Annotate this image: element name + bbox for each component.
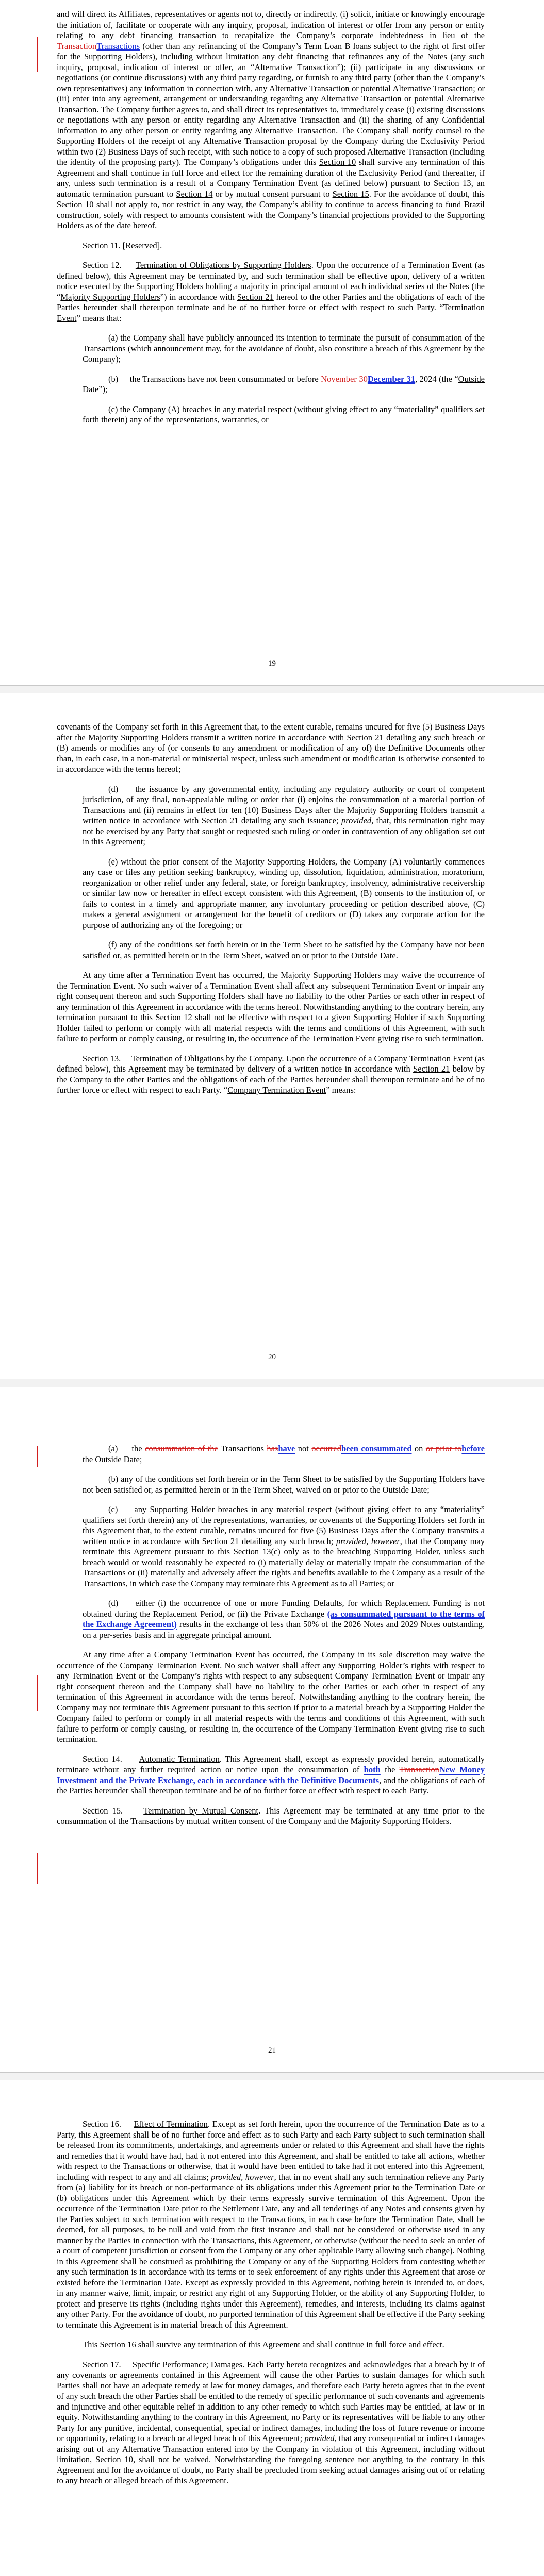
waiver-paragraph: At any time after a Termination Event has occurred, the Majority Supporting Holders may waive the occurrence of the Termination Event. No such waiver of a Termination Event shall affect any subsequent Termination Event or impair any right consequent thereon and such Supporting Holders shall have no liability to the other Parties or each other in respect of any termination of this Agreement in accordance with the terms hereof. Notwithstanding anything to the contrary herein, any termination pursuant to this Section 12 shall not be effective with respect to a given Supporting Holder if such Supporting Holder failed to perform or comply with all material respects with the terms and conditions of this Agreement, with such failure to perform or comply causing, or resulting in, the occurrence of the Termination Event giving rise to such termination. <box>57 970 485 1043</box>
clause-12d: (d) the issuance by any governmental entity, including any regulatory authority or court of competent jurisdiction, of any final, non-appealable ruling or order that (i) enjoins the consummation of a material portion of Transactions and (ii) remains in effect for ten (10) Business Days after the Majority Supporting Holders transmit a written notice in accordance with Section 21 detailing any such issuance; provided, that, this termination right may not be exercised by any Party that sought or requested such ruling or order in contravention of any obligation set out in this Agreement; <box>83 784 485 846</box>
clause-12c-cont: covenants of the Company set forth in this Agreement that, to the extent curable, remains uncured for five (5) Business Days after the Majority Supporting Holders transmit a written notice in accordance with Section 21 detailing any such breach or (B) amends or modifies any of (or consents to any amendment or modification of any of) the Definitive Documents other than, in each case, in a non-material or ministerial respect, unless such amendment or modification is otherwise consented to in accordance with the terms hereof; <box>57 722 485 774</box>
document-page-22 <box>0 2080 544 2576</box>
clause-13d: (d) either (i) the occurrence of one or more Funding Defaults, for which Replacement Funding is not obtained during the Replacement Period, or (ii) the Private Exchange (as consummated pursuant to the terms of the Exchange Agreement) results in the exchange of less than 50% of the 2026 Notes and 2029 Notes outstanding, on a per-series basis and in aggregate principal amount. <box>83 1598 485 1640</box>
clause-12a: (a) the Company shall have publicly announced its intention to terminate the pursuit of consummation of the Transactions (which announcement may, for the avoidance of doubt, also constitute a breach of this Agreement by the Company); <box>83 333 485 364</box>
clause-12e: (e) without the prior consent of the Majority Supporting Holders, the Company (A) voluntarily commences any case or files any petition seeking bankruptcy, winding up, dissolution, liquidation, administration, moratorium, reorganization or other relief under any federal, state, or foreign bankruptcy, insolvency, administrative receivership or similar law now or hereafter in effect except consistent with this Agreement, (B) consents to the institution of, or fails to contest in a timely and appropriate manner, any involuntary proceeding or petition described above, (C) makes a general assignment or arrangement for the benefit of creditors or (D) takes any corporate action for the purpose of authorizing any of the foregoing; or <box>83 856 485 930</box>
page-number: 19 <box>268 659 276 668</box>
clause-12f: (f) any of the conditions set forth herein or in the Term Sheet to be satisfied by the Company have not been satisfied or, as permitted herein or in the Term Sheet, waived on or prior to the Outside Date. <box>83 940 485 960</box>
page-21-body <box>57 1444 485 1836</box>
section-16-survival: This Section 16 shall survive any termination of this Agreement and shall continue in full force and effect. <box>83 2340 444 2349</box>
section-12-paragraph: Section 12. Termination of Obligations by Supporting Holders. Upon the occurrence of a Termination Event (as defined below), this Agreement may be terminated by, and such termination shall be effective upon, delivery of a written notice executed by the Supporting Holders holding a majority in principal amount of each individual series of the Notes (the “Majority Supporting Holders”) in accordance with Section 21 hereof to the other Parties and the obligations of each of the Parties hereunder shall thereupon terminate and be of no further force or effect with respect to such Party. “Termination Event” means that: <box>57 260 485 323</box>
change-bar <box>37 1853 38 1884</box>
document-page-20 <box>0 693 544 1379</box>
clause-13a: (a) the consummation of the Transactions hashave not occurredbeen consummated on or prior tobefore the Outside Date; <box>83 1444 485 1464</box>
change-bar <box>37 37 38 72</box>
change-bar <box>37 1675 38 1711</box>
section-11-heading: Section 11. [Reserved]. <box>83 240 162 250</box>
section-14-paragraph: Section 14. Automatic Termination. This Agreement shall, except as expressly provided herein, automatically terminate without any further required action or notice upon the consummation of both the TransactionNew Money Investment and the Private Exchange, each in accordance with the Definitive Documents, and the obligations of each of the Parties hereunder shall thereupon terminate and be of no further force or effect with respect to each Party. <box>57 1754 485 1795</box>
page-number: 20 <box>268 1353 276 1361</box>
inserted-text: Transactions <box>96 41 140 51</box>
document-page-21 <box>0 1387 544 2072</box>
deleted-text: Transaction <box>57 41 97 51</box>
section-15-paragraph: Section 15. Termination by Mutual Consent. This Agreement may be terminated at any time prior to the consummation of the Transactions by mutual written consent of the Company and the Majority Supporting Holders. <box>57 1805 485 1826</box>
page-number: 21 <box>268 2046 276 2055</box>
document-page-19 <box>0 0 544 685</box>
section-10-paragraph: and will direct its Affiliates, representatives or agents not to, directly or indirectly, (i) solicit, initiate or knowingly encourage the initiation of, facilitate or cooperate with any inquiry, proposal, indication of interest or offer from any person or entity relating to any debt financing transaction to recapitalize the Company’s corporate indebtedness in lieu of the TransactionTransactions (other than any refinancing of the Company’s Term Loan B loans subject to the right of first offer for the Supporting Holders), including without limitation any debt financing that refinances any of the Notes (any such inquiry, proposal, indication of interest or offer, an “Alternative Transaction”); (ii) participate in any discussions or negotiations (or continue discussions) with any third party regarding, or furnish to any third party (other than the Company’s own representatives) any information in connection with, any Alternative Transaction or potential Alternative Transaction; or (iii) enter into any agreement, arrangement or understanding regarding any Alternative Transaction or potential Alternative Transaction. The Company further agrees to, and shall direct its representatives to, immediately cease (i) existing discussions or negotiations with any person or entity regarding any Alternative Transaction and (ii) the sharing of any Confidential Information to any other person or entity regarding any Alternative Transaction. The Company shall notify counsel to the Supporting Holders of the receipt of any Alternative Transaction proposal by the Company during the Exclusivity Period within two (2) Business Days of such receipt, with such notice to a copy of such proposed Alternative Transaction (including the identity of the proposing party). The Company’s obligations under this Section 10 shall survive any termination of this Agreement and shall continue in full force and effect for the remaining duration of the Exclusivity Period (and thereafter, if any, unless such termination is a result of a Company Termination Event (as defined below) pursuant to Section 13, an automatic termination pursuant to Section 14 or by mutual consent pursuant to Section 15. For the avoidance of doubt, this Section 10 shall not apply to, nor restrict in any way, the Company’s ability to continue to access financing to fund Brazil construction, solely with respect to amounts consistent with the Company’s financial projections provided to the Supporting Holders as of the date hereof. <box>57 9 485 230</box>
section-13-paragraph: Section 13. Termination of Obligations by the Company. Upon the occurrence of a Company Termination Event (as defined below), this Agreement may be terminated by delivery of a written notice in accordance with Section 21 below by the Company to the other Parties and the obligations of each of the Parties hereunder shall thereupon terminate and be of no further force or effect with respect to each Party. “Company Termination Event” means: <box>57 1053 485 1095</box>
page-20-body <box>57 722 485 1105</box>
company-waiver-paragraph: At any time after a Company Termination Event has occurred, the Company in its sole discretion may waive the occurrence of the Company Termination Event. No such waiver shall affect any Supporting Holder’s rights with respect to any Termination Event or the Company’s rights with respect to any subsequent Company Termination Event or impair any right consequent thereon and the Company shall have no liability to the other Parties or each other in respect of any termination of this Agreement in accordance with the terms hereof. Notwithstanding anything to the contrary herein, the Company may not terminate this Agreement pursuant to this section if prior to a material breach by a Supporting Holder the Company failed to perform or comply in all material respects with the terms and conditions of this Agreement, with such failure to perform or comply causing, or resulting in, the occurrence of the Company Termination Event giving rise to such termination. <box>57 1650 485 1744</box>
clause-13b: (b) any of the conditions set forth herein or in the Term Sheet to be satisfied by the Supporting Holders have not been satisfied or, as permitted herein or in the Term Sheet, waived on or prior to the Outside Date; <box>83 1474 485 1495</box>
section-16-paragraph: Section 16. Effect of Termination. Except as set forth herein, upon the occurrence of the Termination Date as to a Party, this Agreement shall be of no further force and effect as to such Party and each Party subject to such termination shall be released from its commitments, undertakings, and agreements under or related to this Agreement and shall have the rights and remedies that it would have had, had it not entered into this Agreement, and shall be entitled to take all actions, whether with respect to the Transactions or otherwise, that it would have been entitled to take had it not entered into this Agreement, including with respect to any and all claims; provided, however, that in no event shall any such termination relieve any Party from (a) liability for its breach or non-performance of its obligations under this Agreement prior to the Termination Date or (b) obligations under this Agreement which by their terms expressly survive termination of this Agreement. Upon the occurrence of the Termination Date prior to the Settlement Date, any and all tenderings of any Notes and consents given by the Parties subject to such termination with respect to the Transactions, in each case before the Termination Date, shall be deemed, for all purposes, to be null and void from the first instance and shall not be considered or otherwise used in any manner by the Parties in connection with the Transactions, this Agreement, or otherwise (without the need to seek an order of a court of competent jurisdiction or consent from the Company or any other applicable Party allowing such change). Nothing in this Agreement shall be construed as prohibiting the Company or any of the Supporting Holders from contesting whether any such termination is in accordance with its terms or to seek enforcement of any rights under this Agreement that arose or existed before the Termination Date. Except as expressly provided in this Agreement, nothing herein is intended to, or does, in any manner waive, limit, impair, or restrict any right of any Supporting Holder, or the ability of any Supporting Holder, to protect and preserve its rights (including rights under this Agreement), remedies, and interests, including its claims against any other Party. For the avoidance of doubt, no purported termination of this Agreement shall be effective if the Party seeking to terminate this Agreement is in material breach of this Agreement. <box>57 2119 485 2330</box>
clause-13c: (c) any Supporting Holder breaches in any material respect (without giving effect to any “materiality” qualifiers set forth therein) any of the representations, warranties, or covenants of the Supporting Holders set forth in this Agreement that, to the extent curable, remains uncured for five (5) Business Days after the Company transmits a written notice in accordance with Section 21 detailing any such breach; provided, however, that the Company may terminate this Agreement pursuant to this Section 13(c) only as to the breaching Supporting Holder, unless such breach would or would reasonably be expected to (i) materially delay or materially impair the consummation of the Transactions or (ii) materially and adversely affect the rights and benefits available to the Company as a result of the Transactions, in which case the Company may terminate this Agreement as to all Parties; or <box>83 1504 485 1588</box>
page-19-body <box>57 9 485 435</box>
clause-12c-start: (c) the Company (A) breaches in any material respect (without giving effect to any “materiality” qualifiers set forth therein) any of the representations, warranties, or <box>83 404 485 425</box>
clause-12b: (b) the Transactions have not been consummated or before November 30December 31, 2024 (the “Outside Date”); <box>83 374 485 394</box>
change-bar <box>37 1446 38 1467</box>
section-17-paragraph: Section 17. Specific Performance; Damages. Each Party hereto recognizes and acknowledges that a breach by it of any covenants or agreements contained in this Agreement will cause the other Parties to sustain damages for which such Parties shall not have an adequate remedy at law for money damages, and therefore each Party hereto agrees that in the event of any such breach the other Parties shall be entitled to the remedy of specific performance of such covenants and agreements and injunctive and other equitable relief in addition to any other remedy to which such Parties may be entitled, at law or in equity. Notwithstanding anything to the contrary in this Agreement, no Party or its representatives will be liable to any other Party for any punitive, incidental, consequential, special or indirect damages, including the loss of future revenue or income or opportunity, relating to a breach or alleged breach of this Agreement; provided, that any consequential or indirect damages arising out of any Alternative Transaction entered into by the Company in violation of this Agreement, including without limitation, Section 10, shall not be waived. Notwithstanding the foregoing sentence nor anything to the contrary in this Agreement and for the avoidance of doubt, no Party shall be precluded from seeking actual damages arising out of or relating to any breach or alleged breach of this Agreement. <box>57 2359 485 2485</box>
page-22-body <box>57 2119 485 2496</box>
